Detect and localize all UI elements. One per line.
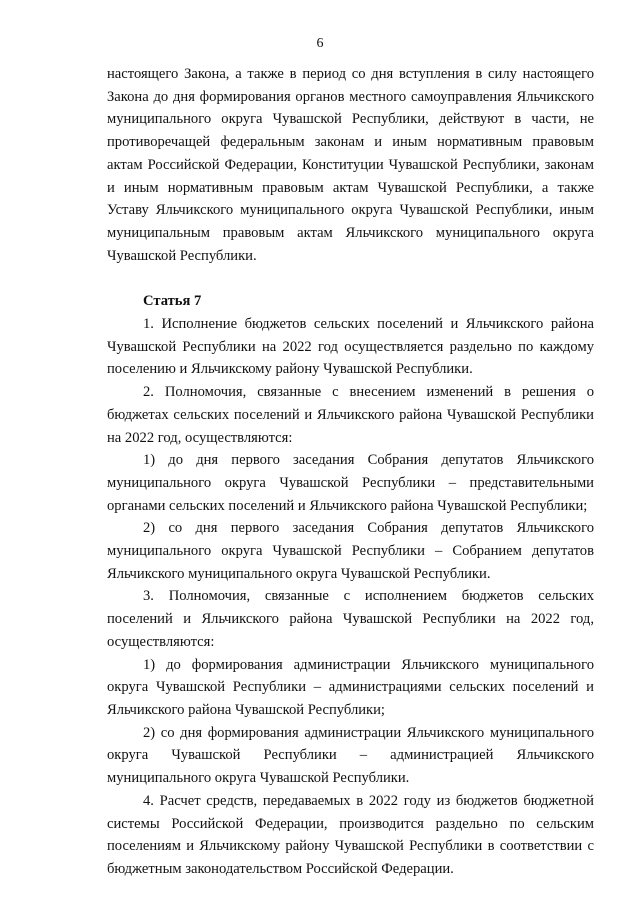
intro-paragraph: настоящего Закона, а также в период со дня вступления в силу настоящего Закона до дня формирования органов местного самоуправления Яльчикского муниципального округа Чувашской Республики, действуют в части, не противоречащей федеральным законам и иным нормативным правовым актам Российской Федерации, Конституции Чувашской Республики, законам и иным нормативным правовым актам Чувашской Республики, а также Уставу Яльчикского муниципального округа Чувашской Республики, иным муниципальным правовым актам Яльчикского муниципального округа Чувашской Республики.	[107, 66, 594, 264]
article-paragraph-1: 1. Исполнение бюджетов сельских поселений и Яльчикского района Чувашской Республики на 2022 год осуществляется раздельно по каждому поселению и Яльчикскому району Чувашской Республики.	[107, 316, 594, 378]
article-subparagraph-2-2: 2) со дня первого заседания Собрания депутатов Яльчикского муниципального округа Чувашской Республики – Собранием депутатов Яльчикского муниципального округа Чувашской Республики.	[107, 520, 594, 582]
page-number: 6	[316, 36, 324, 51]
article-heading: Статья 7	[143, 293, 202, 310]
article-paragraph-3: 3. Полномочия, связанные с исполнением бюджетов сельских поселений и Яльчикского района Чувашской Республики на 2022 год, осуществляются:	[107, 588, 594, 650]
article-paragraph-4: 4. Расчет средств, передаваемых в 2022 году из бюджетов бюджетной системы Российской Федерации, производится раздельно по сельским поселениям и Яльчикскому району Чувашской Республики в соответствии с бюджетным законодательством Российской Федерации.	[107, 792, 594, 877]
article-subparagraph-3-1: 1) до формирования администрации Яльчикского муниципального округа Чувашской Республики – администрациями сельских поселений и Яльчикского района Чувашской Республики;	[107, 656, 594, 718]
article-paragraph-2: 2. Полномочия, связанные с внесением изменений в решения о бюджетах сельских поселений и Яльчикского района Чувашской Республики на 2022 год, осуществляются:	[107, 384, 594, 446]
document-body	[107, 63, 594, 881]
article-subparagraph-2-1: 1) до дня первого заседания Собрания депутатов Яльчикского муниципального округа Чувашской Республики – представительными органами сельских поселений и Яльчикского района Чувашской Республики;	[107, 452, 594, 514]
article-subparagraph-3-2: 2) со дня формирования администрации Яльчикского муниципального округа Чувашской Республики – администрацией Яльчикского муниципального округа Чувашской Республики.	[107, 724, 594, 787]
